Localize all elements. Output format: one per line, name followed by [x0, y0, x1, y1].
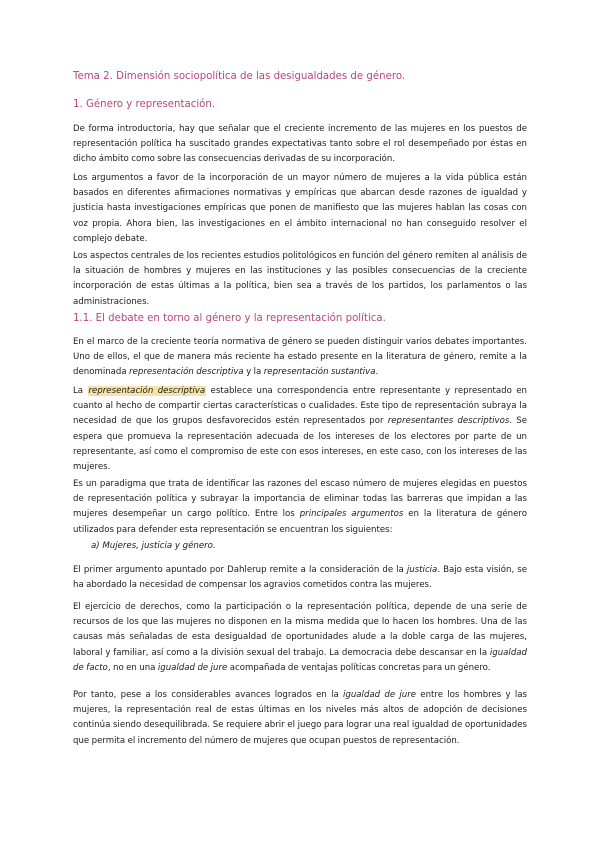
p7-text-c: . Bajo esta visión, se ha abordado la necesidad de compensar los agravios cometidos contra las mujeres. — [73, 565, 527, 591]
p8-term-facto: igualdad de facto — [73, 647, 527, 673]
paragraph-2: Los argumentos a favor de la incorporación de un mayor número de mujeres a la vida pública están basados en diferentes afirmaciones normativas y empíricas que abarcan desde razones de igualdad y justicia hasta investigaciones empíricas que ponen de manifiesto que las mujeres hablan las cosas con voz propia. Ahora bien, las investigaciones en el ámbito internacional no han conseguido resolver el complejo debate. — [73, 173, 527, 244]
p4-term-descriptiva: representación descriptiva — [129, 367, 244, 378]
p6-term-argumentos: principales argumentos — [299, 509, 404, 520]
p4-text-a: En el marco de la creciente teoría normativa de género se pueden distinguir varios debates importantes. Uno de ellos, el que de manera más reciente ha estado presente en la literatura de género, remite a la denominada — [73, 337, 527, 378]
p4-text-c: y la — [243, 367, 264, 378]
p9-text-c: entre los hombres y las mujeres, la representación real de estas últimas en los niveles más altos de adopción de decisiones continúa siendo desequilibrada. Se requiere abrir el juego para lograr una real igualdad de oportunidades que permita el incremento del número de mujeres que ocupan puestos de representación. — [73, 690, 528, 746]
p5-text-a: La — [73, 386, 88, 396]
p6-text-c: en la literatura de género utilizados para defender esta representación se encuentran los siguientes: — [73, 509, 527, 535]
p7-term-justicia: justicia — [406, 565, 438, 575]
p4-text-e: . — [375, 367, 379, 378]
p5-text-e: . Se espera que promueva la representación adecuada de los intereses de los electores por parte de un representante, así como el compromiso de este con esos intereses, en este caso, con los intereses de las mujeres. — [73, 416, 527, 473]
section-heading-1-1: 1.1. El debate en torno al género y la representación política. — [73, 313, 386, 324]
p5-text-c: establece una correspondencia entre representante y representado en cuanto al hecho de compartir ciertas características o cualidades. Este tipo de representación subraya la necesidad de que los grupos desfavorecidos estén representados por — [73, 386, 527, 427]
highlighted-term: representación descriptiva — [88, 386, 206, 396]
p9-text-a: Por tanto, pese a los considerables avances logrados en la — [73, 690, 343, 700]
paragraph-3: Los aspectos centrales de los recientes estudios politológicos en función del género remiten al análisis de la situación de hombres y mujeres en las instituciones y las posibles consecuencias de la creciente incorporación de estas últimas a la política, bien sea a través de los partidos, los parlamentos o las administraciones. — [73, 251, 527, 307]
paragraph-6 — [73, 477, 527, 538]
p8-text-c: , no en una — [107, 662, 158, 673]
p7-text-a: El primer argumento apuntado por Dahlerup remite a la consideración de la — [73, 565, 407, 575]
paragraph-9 — [73, 688, 527, 749]
p9-term-jure: igualdad de jure — [343, 690, 417, 700]
paragraph-5 — [73, 384, 527, 475]
list-item-a: a) Mujeres, justicia y género. — [91, 541, 216, 551]
paragraph-1: De forma introductoria, hay que señalar que el creciente incremento de las mujeres en los puestos de representación política ha suscitado grandes expectativas tanto sobre el rol desempeñado por éstas en dicho ámbito como sobre las consecuencias derivadas de su incorporación. — [73, 124, 527, 165]
section-heading-1: 1. Género y representación. — [73, 99, 216, 110]
paragraph-7 — [73, 563, 527, 593]
p4-term-sustantiva: representación sustantiva — [263, 367, 376, 378]
document-title: Tema 2. Dimensión sociopolítica de las desigualdades de género. — [73, 71, 406, 82]
p8-text-e: acompañada de ventajas políticas concretas para un género. — [227, 662, 491, 673]
paragraph-4 — [73, 335, 527, 381]
p8-term-jure: igualdad de jure — [157, 662, 228, 673]
p6-text-a: Es un paradigma que trata de identificar las razones del escaso número de mujeres elegidas en puestos de representación política y subrayar la importancia de eliminar todas las barreras que impidan a las mujeres desempeñar un cargo político. Entre los — [73, 479, 527, 520]
p8-text-a: El ejercicio de derechos, como la participación o la representación política, depende de una serie de recursos de los que las mujeres no disponen en la misma medida que lo hacen los hombres. Una de las causas más señaladas de esta desigualdad de oportunidades alude a la doble carga de las mujeres, laboral y familiar, así como a la división sexual del trabajo. La democracia debe descansar en la — [73, 602, 527, 658]
paragraph-8 — [73, 600, 527, 676]
p5-term-representantes: representantes descriptivos — [387, 416, 510, 427]
